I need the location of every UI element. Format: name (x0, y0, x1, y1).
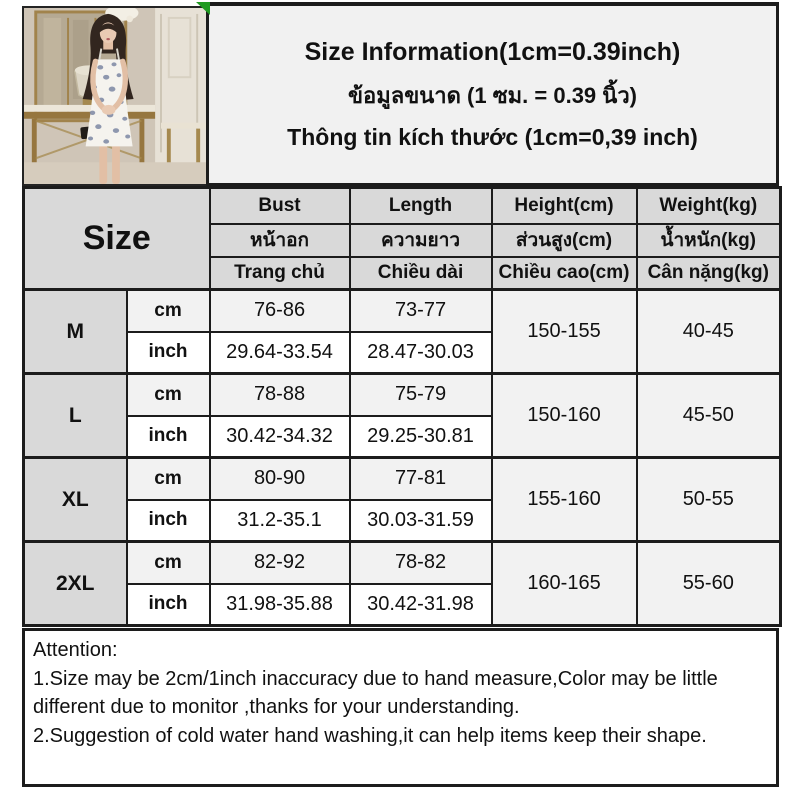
header-bust-vi: Trang chủ (210, 257, 350, 290)
title-english: Size Information(1cm=0.39inch) (304, 38, 681, 66)
size-header-cell: Size (24, 188, 210, 290)
header-length-en: Length (350, 188, 492, 224)
m-weight: 40-45 (637, 290, 781, 374)
xl-height: 155-160 (492, 458, 637, 542)
product-model-photo (22, 6, 208, 186)
m-bust-cm: 76-86 (210, 290, 350, 332)
2xl-bust-inch: 31.98-35.88 (210, 584, 350, 626)
l-height: 150-160 (492, 374, 637, 458)
2xl-length-inch: 30.42-31.98 (350, 584, 492, 626)
header-length-th: ความยาว (350, 224, 492, 257)
unit-inch: inch (127, 416, 210, 458)
l-bust-inch: 30.42-34.32 (210, 416, 350, 458)
unit-cm: cm (127, 542, 210, 584)
m-height: 150-155 (492, 290, 637, 374)
size-label-l: L (24, 374, 127, 458)
title-vietnamese: Thông tin kích thước (1cm=0,39 inch) (287, 124, 698, 150)
unit-cm: cm (127, 458, 210, 500)
unit-cm: cm (127, 290, 210, 332)
xl-bust-cm: 80-90 (210, 458, 350, 500)
header-weight-vi: Cân nặng(kg) (637, 257, 781, 290)
attention-note-2: 2.Suggestion of cold water hand washing,it can help items keep their shape. (33, 724, 707, 747)
size-table (22, 186, 782, 627)
unit-inch: inch (127, 584, 210, 626)
m-length-inch: 28.47-30.03 (350, 332, 492, 374)
size-label-m: M (24, 290, 127, 374)
size-label-xl: XL (24, 458, 127, 542)
header-height-th: ส่วนสูง(cm) (492, 224, 637, 257)
header-weight-en: Weight(kg) (637, 188, 781, 224)
header-height-vi: Chiều cao(cm) (492, 257, 637, 290)
2xl-weight: 55-60 (637, 542, 781, 626)
m-length-cm: 73-77 (350, 290, 492, 332)
title-thai: ข้อมูลขนาด (1 ซม. = 0.39 นิ้ว) (347, 83, 637, 108)
xl-weight: 50-55 (637, 458, 781, 542)
title-box (206, 2, 779, 186)
header-bust-en: Bust (210, 188, 350, 224)
model-photo-scene (24, 8, 206, 184)
xl-length-inch: 30.03-31.59 (350, 500, 492, 542)
unit-inch: inch (127, 332, 210, 374)
m-bust-inch: 29.64-33.54 (210, 332, 350, 374)
attention-heading: Attention: (33, 639, 118, 661)
2xl-bust-cm: 82-92 (210, 542, 350, 584)
xl-bust-inch: 31.2-35.1 (210, 500, 350, 542)
unit-inch: inch (127, 500, 210, 542)
attention-box (22, 628, 779, 787)
l-bust-cm: 78-88 (210, 374, 350, 416)
green-corner-marker (196, 2, 210, 15)
header-height-en: Height(cm) (492, 188, 637, 224)
header-weight-th: น้ำหนัก(kg) (637, 224, 781, 257)
2xl-height: 160-165 (492, 542, 637, 626)
header-bust-th: หน้าอก (210, 224, 350, 257)
l-weight: 45-50 (637, 374, 781, 458)
size-label-2xl: 2XL (24, 542, 127, 626)
l-length-cm: 75-79 (350, 374, 492, 416)
header-length-vi: Chiều dài (350, 257, 492, 290)
unit-cm: cm (127, 374, 210, 416)
xl-length-cm: 77-81 (350, 458, 492, 500)
attention-note-1: 1.Size may be 2cm/1inch inaccuracy due to hand measure,Color may be little different due to monitor ,thanks for your understanding. (33, 667, 718, 719)
2xl-length-cm: 78-82 (350, 542, 492, 584)
l-length-inch: 29.25-30.81 (350, 416, 492, 458)
